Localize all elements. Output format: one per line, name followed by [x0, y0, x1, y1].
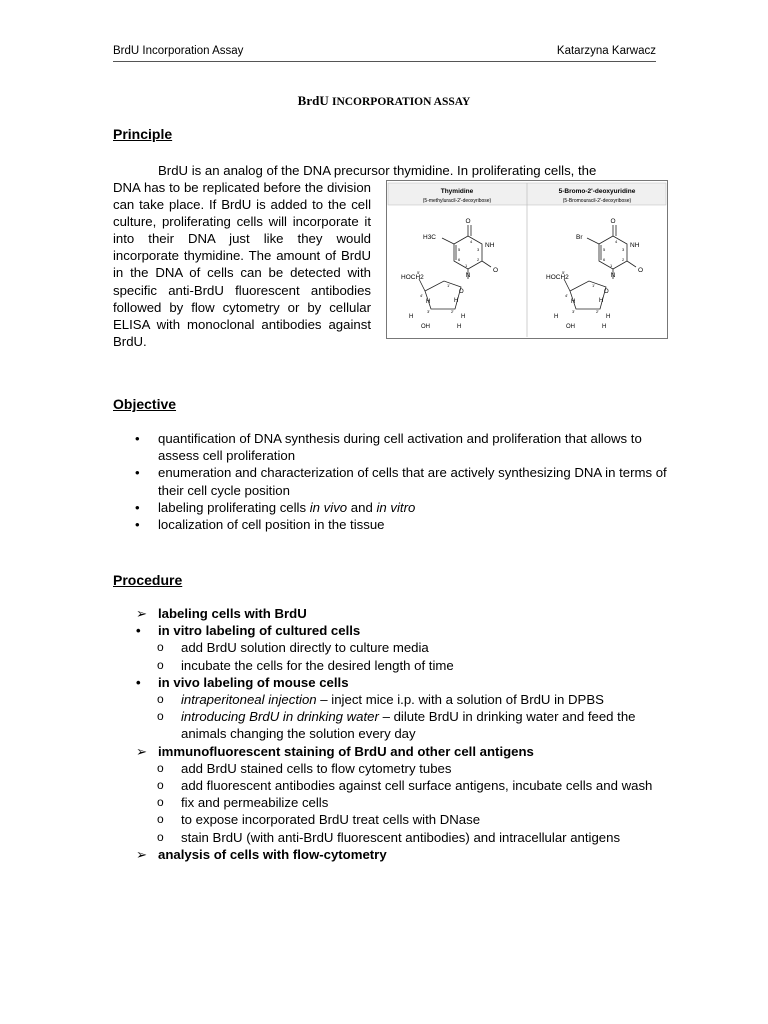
labeling-in-vivo: in vivo [309, 499, 348, 515]
procedure-heading: Procedure [113, 572, 183, 588]
stain-detail-4: to expose incorporated BrdU treat cells with DNase [181, 812, 481, 828]
thymidine-n2: 2 [477, 257, 480, 262]
brdu-oh: OH [566, 324, 575, 330]
brdu-n1: 1 [610, 263, 613, 268]
circle-bullet: o [157, 709, 164, 724]
thymidine-p4: 4' [420, 293, 423, 298]
brdu-o-top: O [610, 218, 616, 225]
brdu-subtitle: (5-Bromouracil-2'-deoxyribose) [562, 198, 632, 204]
principle-heading: Principle [113, 126, 173, 142]
brdu-p5: 5' [562, 270, 565, 275]
thymidine-h4: H [461, 314, 466, 320]
procedure-substep [113, 622, 673, 639]
brdu-skeleton [564, 225, 636, 309]
procedure-substep [113, 674, 673, 691]
objective-list [113, 430, 673, 533]
brdu-o-ring: O [604, 289, 609, 295]
thymidine-brdu-structures [387, 181, 667, 338]
brdu-n3: 3 [622, 247, 625, 252]
thymidine-p5: 5' [417, 270, 420, 275]
brdu-p3: 3' [572, 309, 575, 314]
thymidine-o-top: O [465, 218, 471, 225]
thymidine-n5: 5 [458, 247, 461, 252]
brdu-o-right: O [638, 267, 644, 274]
procedure-detail [113, 708, 673, 742]
brdu-h5: H [602, 324, 607, 330]
arrow-icon: ➢ [136, 606, 148, 621]
thymidine-p2: 2' [451, 309, 454, 314]
circle-bullet: o [157, 640, 164, 655]
thymidine-h1: H [426, 299, 431, 305]
procedure-step [113, 605, 673, 622]
brdu-p2: 2' [596, 309, 599, 314]
principle-first-line: BrdU is an analog of the DNA precursor thymidine. In proliferating cells, the [158, 163, 597, 178]
bullet: • [135, 517, 140, 533]
brdu-title: 5-Bromo-2'-deoxyuridine [558, 188, 636, 195]
title-brdu: BrdU [297, 93, 329, 108]
circle-bullet: o [157, 812, 164, 827]
brdu-h3: H [554, 314, 559, 320]
vivo-detail-1-rest: – inject mice i.p. with a solution of BrdU in DPBS [316, 692, 604, 708]
thymidine-n6: 6 [458, 257, 461, 262]
thymidine-h3c: H3C [423, 234, 437, 241]
list-item [113, 499, 673, 516]
list-item [113, 430, 673, 464]
thymidine-h3: H [409, 314, 414, 320]
brdu-hoch2: HOCH2 [546, 274, 569, 281]
thymidine-o-right: O [493, 267, 499, 274]
thymidine-n1: 1 [465, 263, 468, 268]
objective-heading: Objective [113, 396, 177, 412]
thymidine-title: Thymidine [440, 188, 474, 195]
thymidine-p3: 3' [427, 309, 430, 314]
thymidine-p1: 1' [447, 283, 450, 288]
procedure-step [113, 743, 673, 760]
thymidine-h2: H [454, 298, 459, 304]
vitro-heading: in vitro labeling of cultured cells [158, 623, 361, 639]
objective-item-text: quantification of DNA synthesis during cell activation and proliferation that allows to assess cell proliferation [158, 431, 642, 464]
procedure-detail [113, 794, 673, 811]
brdu-h2: H [599, 298, 604, 304]
step-analysis: analysis of cells with flow-cytometry [158, 846, 387, 862]
vivo-detail-2-em: introducing BrdU in drinking water [181, 709, 379, 725]
list-item [113, 516, 673, 533]
thymidine-n3: 3 [477, 247, 480, 252]
bullet: • [136, 623, 141, 639]
objective-item-text: enumeration and characterization of cells that are actively synthesizing DNA in terms of their cell cycle position [158, 465, 667, 498]
thymidine-o-ring: O [459, 289, 464, 295]
bullet: • [135, 465, 140, 481]
vivo-heading: in vivo labeling of mouse cells [158, 674, 349, 690]
thymidine-oh: OH [421, 324, 430, 330]
procedure-detail [113, 777, 673, 794]
procedure-detail [113, 829, 673, 846]
brdu-n5: 5 [603, 247, 606, 252]
circle-bullet: o [157, 692, 164, 707]
vivo-detail-1-em: intraperitoneal injection [181, 692, 317, 708]
brdu-p1: 1' [592, 283, 595, 288]
structure-figure [386, 180, 668, 339]
procedure-detail [113, 639, 673, 656]
document-title [0, 93, 768, 109]
vivo-detail-2-rest: – dilute BrdU in drinking water and feed the animals changing the solution every day [181, 709, 636, 742]
procedure-list [113, 605, 673, 863]
step-labeling: labeling cells with BrdU [158, 606, 307, 621]
objective-item-text: localization of cell position in the tissue [158, 517, 385, 533]
list-item [113, 464, 673, 498]
bullet: • [135, 499, 140, 515]
circle-bullet: o [157, 795, 164, 810]
vitro-detail-2: incubate the cells for the desired length of time [181, 657, 454, 673]
circle-bullet: o [157, 657, 164, 672]
bullet: • [136, 674, 141, 690]
stain-detail-3: fix and permeabilize cells [181, 795, 329, 811]
step-staining: immunofluorescent staining of BrdU and other cell antigens [158, 743, 534, 759]
header-title: BrdU Incorporation Assay [113, 45, 244, 57]
procedure-detail [113, 811, 673, 828]
circle-bullet: o [157, 829, 164, 844]
circle-bullet: o [157, 760, 164, 775]
circle-bullet: o [157, 778, 164, 793]
thymidine-n4: 4 [470, 239, 473, 244]
brdu-br: Br [576, 234, 583, 241]
labeling-prefix: labeling proliferating cells [158, 499, 310, 515]
arrow-icon: ➢ [136, 743, 148, 759]
brdu-n2: 2 [622, 257, 625, 262]
title-rest: INCORPORATION ASSAY [331, 96, 471, 108]
arrow-icon: ➢ [136, 846, 148, 862]
thymidine-nh: NH [485, 242, 495, 249]
page-header [113, 44, 656, 62]
thymidine-h5: H [457, 324, 462, 330]
procedure-detail [113, 691, 673, 708]
stain-detail-2: add fluorescent antibodies against cell surface antigens, incubate cells and wash [181, 778, 653, 794]
brdu-n6: 6 [603, 257, 606, 262]
procedure-step [113, 846, 673, 863]
brdu-h1: H [571, 299, 576, 305]
thymidine-hoch2: HOCH2 [401, 274, 424, 281]
procedure-detail [113, 657, 673, 674]
thymidine-n: N [465, 272, 471, 279]
stain-detail-5: stain BrdU (with anti-BrdU fluorescent antibodies) and intracellular antigens [181, 829, 621, 845]
header-author: Katarzyna Karwacz [556, 45, 656, 57]
brdu-p4: 4' [565, 293, 568, 298]
procedure-detail [113, 760, 673, 777]
labeling-in-vitro: in vitro [376, 499, 416, 515]
vitro-detail-1: add BrdU solution directly to culture media [181, 640, 429, 656]
brdu-n: N [610, 272, 616, 279]
brdu-nh: NH [630, 242, 640, 249]
principle-body: DNA has to be replicated before the division can take place. If BrdU is added to the cell culture, proliferating cells will incorporate it into their DNA just like they would incorporate thymidine. The amount of BrdU in the DNA of cells can be detected with specific anti-BrdU fluorescent antibodies followed by flow cytometry or by cellular ELISA with monoclonal antibodies against BrdU. [113, 180, 371, 349]
labeling-and: and [347, 499, 377, 515]
thymidine-subtitle: (5-methyluracil-2'-deoxyribose) [422, 198, 492, 204]
objective-item-text [158, 500, 415, 515]
brdu-n4: 4 [615, 239, 618, 244]
bullet: • [135, 431, 140, 446]
stain-detail-1: add BrdU stained cells to flow cytometry tubes [181, 760, 452, 776]
brdu-h4: H [606, 314, 611, 320]
